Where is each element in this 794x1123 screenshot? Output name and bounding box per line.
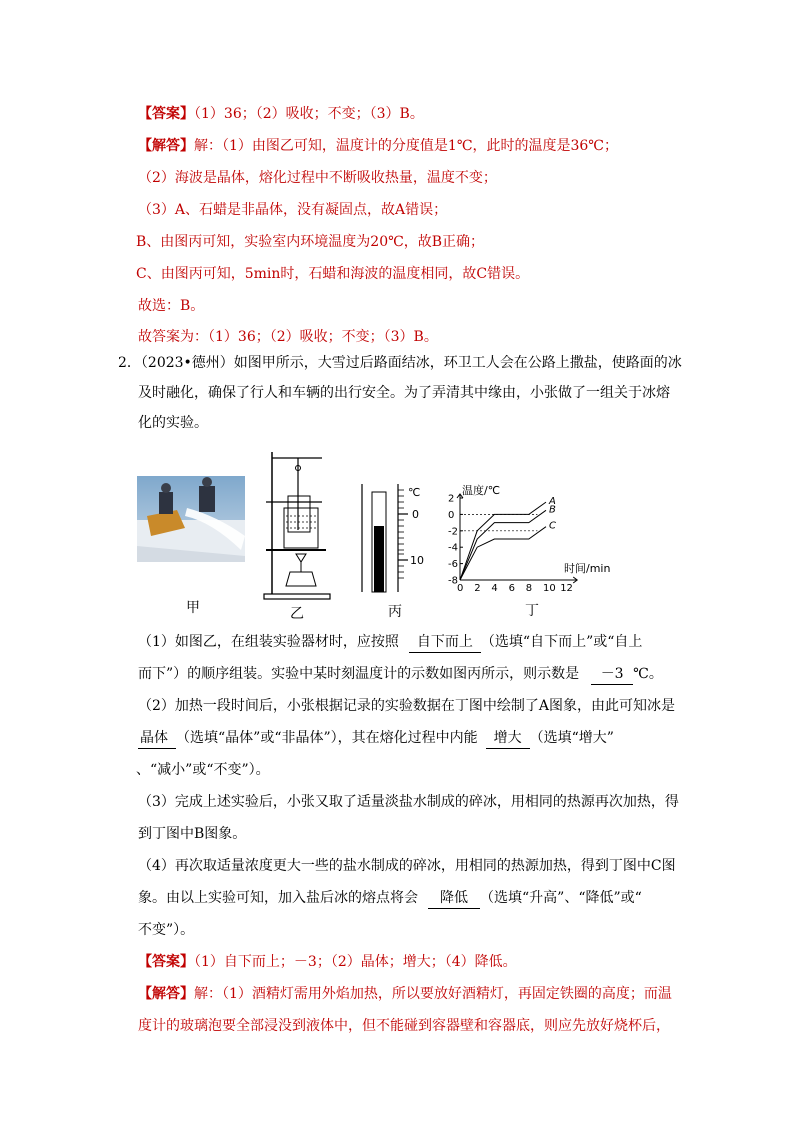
chart-xlabel: 时间/min	[564, 562, 611, 575]
explain-line-7: 故答案为：（1）36；（2）吸收；不变；（3）B。	[138, 329, 438, 345]
explain2-line-1	[138, 984, 672, 1004]
y-tick-label: 2	[448, 493, 455, 505]
explain-line-4: B、由图丙可知，实验室内环境温度为20℃，故B正确；	[136, 234, 485, 250]
explain-line-6: 故选：B。	[138, 298, 205, 314]
thermometer-tick-0: 0	[412, 508, 419, 521]
answer-tag: 【答案】	[138, 954, 194, 970]
answer-text: （1）36；（2）吸收；不变；（3）B。	[194, 106, 424, 122]
caption-jia: 甲	[186, 600, 200, 616]
caption-bing: 丙	[388, 604, 402, 620]
text-segment: （1）如图乙，在组装实验器材时，应按照	[138, 634, 399, 650]
y-tick-label: -8	[448, 575, 458, 587]
photo-salt-spreading	[137, 476, 245, 562]
series-label-A: A	[549, 496, 556, 508]
x-tick-label: 10	[543, 583, 556, 592]
question-2-part-2-line-1: （2）加热一段时间后，小张根据记录的实验数据在丁图中绘制了A图象，由此可知冰是	[138, 698, 676, 714]
explain-text: 解：（1）酒精灯需用外焰加热，所以要放好酒精灯，再固定铁圈的高度；而温	[194, 986, 672, 1002]
chart-ylabel: 温度/℃	[462, 484, 501, 497]
caption-ding: 丁	[525, 603, 539, 619]
series-line-C	[460, 527, 546, 580]
series-line-A	[460, 502, 546, 580]
text-segment: （选填“升高”、“降低”或“	[480, 890, 642, 906]
question-2-part-1-line-2	[138, 664, 663, 685]
explain-tag: 【解答】	[138, 138, 194, 154]
x-tick-label: 12	[560, 583, 573, 592]
question-2-part-3-line-1: （3）完成上述实验后，小张又取了适量淡盐水制成的碎冰，用相同的热源再次加热，得	[138, 794, 679, 810]
x-tick-label: 8	[525, 583, 533, 592]
explain-line-1	[138, 136, 618, 156]
explain-line-3: （3）A、石蜡是非晶体，没有凝固点，故A错误；	[138, 202, 448, 218]
series-line-B	[460, 510, 546, 580]
text-segment: （选填“自下而上”或“自上	[480, 634, 643, 650]
question-2-stem-1: 2．（2023•德州）如图甲所示，大雪过后路面结冰，环卫工人会在公路上撒盐，使路面的冰	[118, 355, 682, 371]
y-tick-label: -6	[448, 559, 458, 571]
series-label-B: B	[549, 504, 556, 516]
text-segment: （选填“晶体”或“非晶体”），其在熔化过程中内能	[176, 730, 478, 746]
answer-blank: －3	[591, 664, 633, 685]
text-segment: （选填“增大”	[529, 730, 614, 746]
question-2-part-1-line-1	[138, 632, 642, 653]
thermometer-diagram	[358, 484, 428, 594]
caption-yi: 乙	[290, 606, 304, 622]
answer-blank: 增大	[486, 728, 530, 749]
explain-line-2: （2）海波是晶体，熔化过程中不断吸收热量，温度不变；	[138, 170, 497, 186]
answer-blank: 晶体	[138, 728, 176, 749]
y-tick-label: -2	[448, 526, 458, 538]
question-2-part-2-line-2	[138, 728, 614, 749]
answer-text: （1）自下而上；－3；（2）晶体；增大；（4）降低。	[194, 954, 517, 970]
answer-blank: 降低	[428, 888, 480, 909]
x-tick-label: 6	[508, 583, 515, 592]
thermometer-unit: ℃	[408, 486, 421, 499]
temperature-time-chart	[440, 480, 630, 592]
answer-blank: 自下而上	[409, 632, 481, 653]
explain-tag: 【解答】	[138, 986, 194, 1002]
explain2-line-2: 度计的玻璃泡要全部浸没到液体中，但不能碰到容器壁和容器底，则应先放好烧杯后，	[138, 1018, 670, 1034]
question-2-part-4-line-3: 不变”）。	[138, 922, 195, 938]
question-2-part-4-line-1: （4）再次取适量浓度更大一些的盐水制成的碎冰，用相同的热源加热，得到丁图中C图	[138, 858, 676, 874]
y-tick-label: -4	[448, 542, 458, 554]
explain-line-5: C、由图丙可知，5min时，石蜡和海波的温度相同，故C错误。	[136, 266, 530, 282]
question-2-part-2-line-3: 、“减小”或“不变”）。	[136, 762, 270, 778]
answer-tag: 【答案】	[138, 106, 194, 122]
thermometer-tick-10: 10	[410, 554, 424, 567]
explain-text: 解：（1）由图乙可知，温度计的分度值是1℃，此时的温度是36℃；	[194, 138, 618, 154]
y-tick-label: 0	[448, 509, 455, 521]
text-segment: 而下”）的顺序组装。实验中某时刻温度计的示数如图丙所示，则示数是	[138, 666, 580, 682]
x-tick-label: 4	[491, 583, 498, 592]
question-2-part-4-line-2	[138, 888, 642, 909]
question-2-stem-2: 及时融化，确保了行人和车辆的出行安全。为了弄清其中缘由，小张做了一组关于冰熔	[138, 385, 670, 401]
text-segment: 象。由以上实验可知，加入盐后冰的熔点将会	[138, 890, 418, 906]
x-tick-label: 2	[474, 583, 481, 592]
x-tick-label: 0	[457, 583, 464, 592]
series-label-C: C	[549, 520, 556, 532]
text-segment: ℃。	[633, 666, 663, 682]
answer2-line	[138, 952, 517, 972]
heating-apparatus-diagram	[262, 450, 332, 600]
question-2-part-3-line-2: 到丁图中B图象。	[138, 826, 247, 842]
question-2-stem-3: 化的实验。	[138, 415, 208, 431]
answer-line-1	[138, 104, 424, 124]
